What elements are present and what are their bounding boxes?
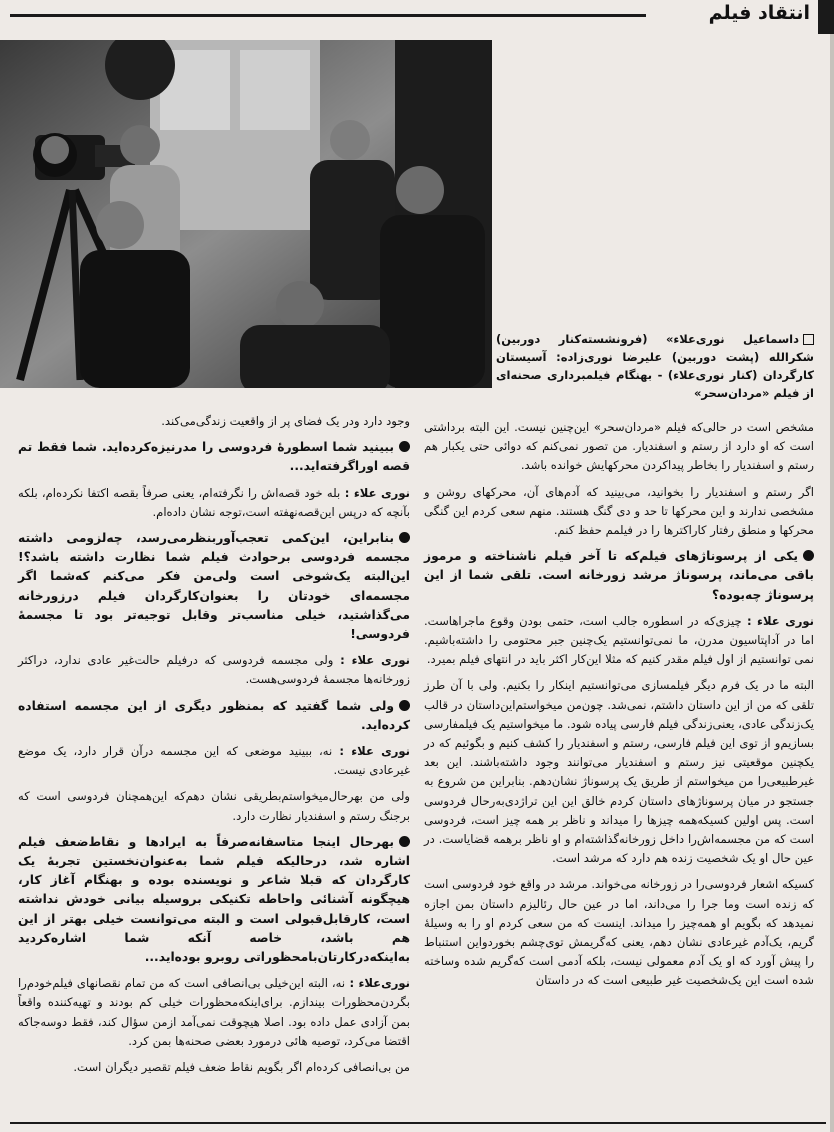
interview-answer xyxy=(18,742,410,780)
header-rule xyxy=(10,14,646,17)
question-text: یکی از پرسوناژهای فیلم‌که تا آخر فیلم ناشناخته و مرموز باقی می‌ماند، پرسوناژ مرشد زورخانه است. تلقی شما از این پرسوناژ چه‌بوده؟ xyxy=(424,549,814,602)
article-paragraph: اگر رستم و اسفندیار را بخوانید، می‌بینید که آدم‌های آن، محرکهای روشن و مشخصی ندارند و این محرکها تا حد و دی گنگ هستند. منهم سعی کردم این گنگی محرکها و منطق رفتار کاراکترها را در فیلمم حفظ کنم. xyxy=(424,484,814,538)
question-text: بهرحال اینجا متاسفانه‌صرفاً به ایرادها و نقاط‌ضعف فیلم اشاره شد، درحالیکه فیلم شما به‌عنوان‌نخستین تجربهٔ یک کارگردان که قبلا شاعر و نویسنده بوده و بهنگام آغاز کار، هیچگونه آشنائی واحاطه تکنیکی بروسیله بیانی خودش نداشته است، کارقابل‌قبولی است و البته می‌توانست خیلی بهتر از این هم باشد، خاصه آنکه شما اشاره‌کردید به‌اینکه‌درکارتان‌بامحظوراتی روبرو بوده‌اید... xyxy=(18,834,410,965)
speaker-name: نوری‌علاء : xyxy=(345,976,411,991)
interview-question xyxy=(18,529,410,644)
page-edge xyxy=(830,34,834,1132)
interview-question xyxy=(18,697,410,735)
interview-answer xyxy=(18,974,410,1051)
bullet-dot-icon xyxy=(399,532,410,543)
question-text: ولی شما گفتید که بمنظور دیگری از این مجسمه استفاده کرده‌اید. xyxy=(18,698,410,732)
answer-text: نه، البته این‌خیلی بی‌انصافی است که من تمام نقصانهای فیلم‌خودم‌را بگردن‌محظورات بیندازم. برای‌اینکه‌محظورات خیلی کم بودند و تهیه‌کننده واقعاً بمن آزادی عمل داده بود. اصلا هیچوقت نمی‌آمد ازمن سؤال کند، فقط دوسه‌جاکه اقتضا می‌کرد، توصیه هائی درمورد بعضی صحنه‌ها بمن کرد. xyxy=(18,976,410,1048)
bullet-dot-icon xyxy=(399,441,410,452)
page-header xyxy=(0,0,834,34)
article-paragraph: مشخص است در حالی‌که فیلم «مردان‌سحر» این‌چنین نیست. این البته برداشتی است که او دارد از رستم و اسفندیار. من تصور نمی‌کنم که دوائی حتی یکبار هم رستم و اسفندیار را بخاطر پیداکردن محرکهایش خوانده باشد. xyxy=(424,420,814,473)
interview-answer xyxy=(18,651,410,689)
photo-caption xyxy=(496,330,814,402)
question-text: ببینید شما اسطورهٔ فردوسی را مدرنیزه‌کرده‌اید. شما فقط تم قصه اوراگرفته‌اید... xyxy=(18,440,410,474)
film-set-photo xyxy=(0,40,492,388)
speaker-name: نوری علاء : xyxy=(741,613,814,628)
article-column-right xyxy=(424,418,814,998)
interview-question xyxy=(424,547,814,605)
article-paragraph: کسیکه اشعار فردوسی‌را در زورخانه می‌خواند. مرشد در واقع خود فردوسی است که زنده است وما جرا را می‌داند، اما در عین حال رئالیزم داستان بمن اجازه نمیدهد که بگویم او همه‌چیز را میداند. اینست که من سعی کردم او را به وسیلهٔ گریم، یک‌آدم غیرعادی نشان دهم، یعنی که‌گریمش توی‌چشم بخورد‌واین استنباط را پیش آورد که او یک آدم معمولی نیست، بلکه آدمی است که‌گریم شده وساخته شده است این یک‌شخصیت غیر طبیعی است که در داستان xyxy=(424,877,814,988)
interview-question xyxy=(18,833,410,967)
article-paragraph: البته ما در یک فرم دیگر فیلمسازی می‌توانستیم اینکار را بکنیم. ولی با آن طرز تلقی که من از این داستان داشتم، نمی‌شد. چون‌من میخواستم‌این‌داستان در قالب یک‌زندگی عادی، یعنی‌زندگی فیلم فارسی پیاده شود. ما میخواستیم یک فیلمفارسی بسازیم‌و از توی این فیلم فارسی، رستم و اسفندیار را کشف کنیم و بگوئیم که در یکچنین موقعیتی نیز رستم و اسفندیار می‌توانند وجود داشته‌باشند. این بعد غیرطبیعی‌را من میخواستم از طریق یک پرسوناژ نشان‌دهم. بنابراین من شروع به جستجو در میان پرسوناژهای داستان کردم خالق این این تراژدی‌به‌رحال فردوسی است. پس اولین کسیکه‌همه چیزها را میداند و ناظر بر همه چیز است، فردوسی است که من مجسمه‌اش‌را داخل زورخانه‌گذاشته‌ام و او ناظر برهمه قضایاست. در عین حال او یک شخصیت زنده هم دارد که مرشد است. xyxy=(424,678,814,866)
answer-text: ولی مجسمه فردوسی که درفیلم حالت‌غیر عادی ندارد، دراکثر زورخانه‌ها مجسمهٔ فردوسی‌هست. xyxy=(18,653,410,687)
interview-question xyxy=(18,438,410,476)
answer-text: بله خود قصه‌اش را نگرفته‌ام، یعنی صرفاً بقصه اکتفا نکرده‌ام، بلکه بآنچه که درپس این‌قصه‌نهفته است،توجه نشان داده‌ام. xyxy=(18,485,410,519)
article-paragraph: وجود دارد ودر یک فضای پر از واقعیت زندگی‌می‌کند. xyxy=(161,414,410,428)
article-paragraph: ولی من بهرحال‌میخواستم‌بطریقی نشان دهم‌که این‌همچنان فردوسی است که برجنگ رستم و اسفندیار نظارت دارد. xyxy=(18,789,410,823)
answer-text: نه، ببینید موضعی که این مجسمه درآن قرار دارد، یک موضع غیرعادی نیست. xyxy=(18,744,410,778)
photo-illustration xyxy=(0,40,492,388)
caption-text: داسماعیل نوری‌علاء» (فرونشسته‌کنار دوربین) شکرالله (پشت دوربین) علیرضا نوری‌زاده: آسیستان کارگردان (کنار نوری‌علاء) - بهنگام فیلمبرداری صحنه‌ای از فیلم «مردان‌سحر» xyxy=(496,332,814,400)
article-paragraph: من بی‌انصافی کرده‌ام اگر بگویم نقاط ضعف فیلم تقصیر دیگران است. xyxy=(73,1060,410,1075)
interview-answer xyxy=(424,612,814,670)
bullet-dot-icon xyxy=(399,836,410,847)
bullet-dot-icon xyxy=(399,700,410,711)
answer-text: چیزی‌که در اسطوره جالب است، حتمی بودن وقوع ماجراهاست. اما در آداپتاسیون مدرن، ما نمی‌توانستیم یک‌چنین جبر محتومی را داشته‌باشیم. نمی توانستیم از اول فیلم مقدر کنیم که مثلا این‌کار اکثر باید در انتهای فیلم بمیرد. xyxy=(424,613,814,667)
header-bar xyxy=(818,0,834,34)
bullet-dot-icon xyxy=(803,550,814,561)
speaker-name: نوری علاء : xyxy=(332,744,410,759)
question-text: بنابراین، این‌کمی تعجب‌آوربنظرمی‌رسد، چه‌لزومی داشته مجسمه فردوسی بر‌حوادث فیلم شما نظارت داشته باشد؟! این‌البته یک‌شوخی است ولی‌من فکر می‌کنم که‌شما اگر مجسمه‌ای خودتان را بعنوان‌کارگردان فیلم درزورخانه می‌گذاشتید، خیلی مناسب‌تر وقابل توجیه‌تر بود تا مجسمهٔ فردوسی! xyxy=(18,531,410,642)
speaker-name: نوری علاء : xyxy=(340,485,410,500)
caption-box-icon xyxy=(803,334,814,345)
section-title: انتقاد فیلم xyxy=(708,2,810,24)
interview-answer xyxy=(18,484,410,522)
article-column-left xyxy=(18,412,410,1084)
footer-rule xyxy=(10,1122,826,1124)
speaker-name: نوری علاء : xyxy=(333,653,410,668)
